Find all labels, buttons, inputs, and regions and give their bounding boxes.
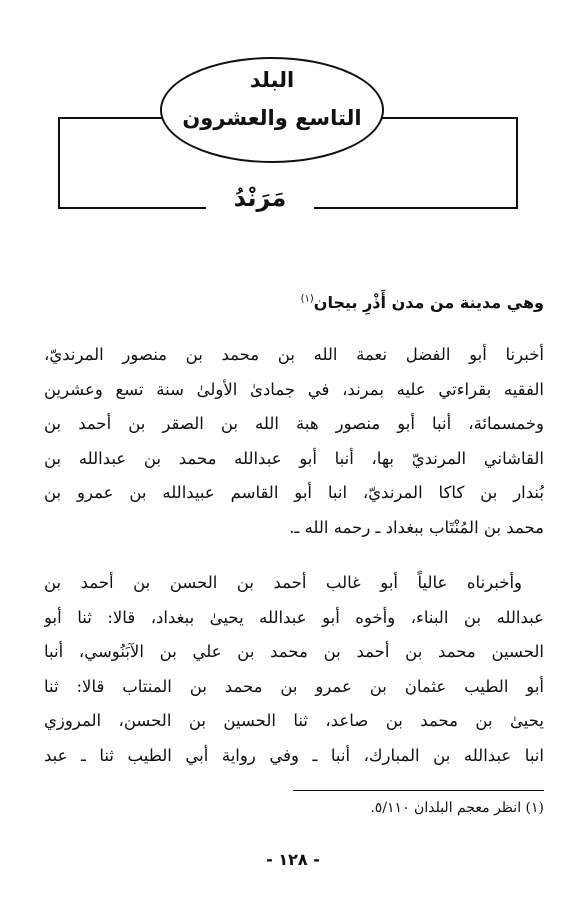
city-description — [44, 293, 544, 312]
text-line: أبو الطيب عثمان بن عمرو بن محمد بن المنتاب قالا: ثنا — [44, 676, 544, 696]
text-line: أخبرنا أبو الفضل نعمة الله بن محمد بن منصور المرنديّ، — [44, 345, 544, 364]
text-line: عبدالله بن البناء، وأخوه أبو عبدالله يحيىٰ ببغداد، قالا: ثنا أبو — [44, 607, 544, 627]
text-line: يحيىٰ بن محمد بن صاعد، ثنا الحسين بن الحسن، المروزي — [44, 711, 544, 730]
city-description-text: وهي مدينة من مدن أَذْرِ بيجان — [313, 293, 544, 312]
text-line: الحسين محمد بن أحمد بن محمد بن علي بن الآبَنُوسي، أنبا — [44, 642, 544, 661]
text-line: القاشاني المرنديّ بها، أنبا أبو عبدالله محمد بن عبدالله بن — [44, 448, 544, 468]
city-name: مَرَنْدُ — [233, 184, 287, 212]
chapter-label: البلد — [249, 68, 295, 92]
text-line: وأخبرناه عالياً أبو غالب أحمد بن الحسن بن أحمد بن — [44, 573, 522, 592]
frame-bottom-right-rule — [314, 207, 518, 209]
paragraph-2 — [44, 566, 544, 773]
paragraph-1 — [44, 338, 544, 545]
chapter-ordinal: التاسع والعشرون — [182, 106, 362, 130]
footnote: (١) انظر معجم البلدان ٥/١١٠. — [370, 800, 544, 816]
footnote-marker: (١) — [300, 293, 314, 305]
frame-bottom-left-rule — [58, 207, 206, 209]
text-line: وخمسمائة، أنبا أبو منصور هبة الله بن الصقر بن أحمد بن — [44, 414, 544, 433]
text-line: محمد بن المُنْتَاب ببغداد ـ رحمه الله ـ. — [289, 517, 544, 537]
text-line: بُندار بن كاكا المرنديّ، انبا أبو القاسم عبيدالله بن عمرو بن — [44, 483, 544, 502]
page-number: - ١٢٨ - — [266, 850, 320, 869]
footnote-separator — [293, 790, 544, 791]
text-line: الفقيه بقراءتي عليه بمرند، في جمادىٰ الأولىٰ سنة تسع وعشرين — [44, 379, 544, 399]
text-line: انبا عبدالله بن المبارك، أنبا ـ وفي رواية أبي الطيب ثنا ـ عبد — [44, 745, 544, 765]
